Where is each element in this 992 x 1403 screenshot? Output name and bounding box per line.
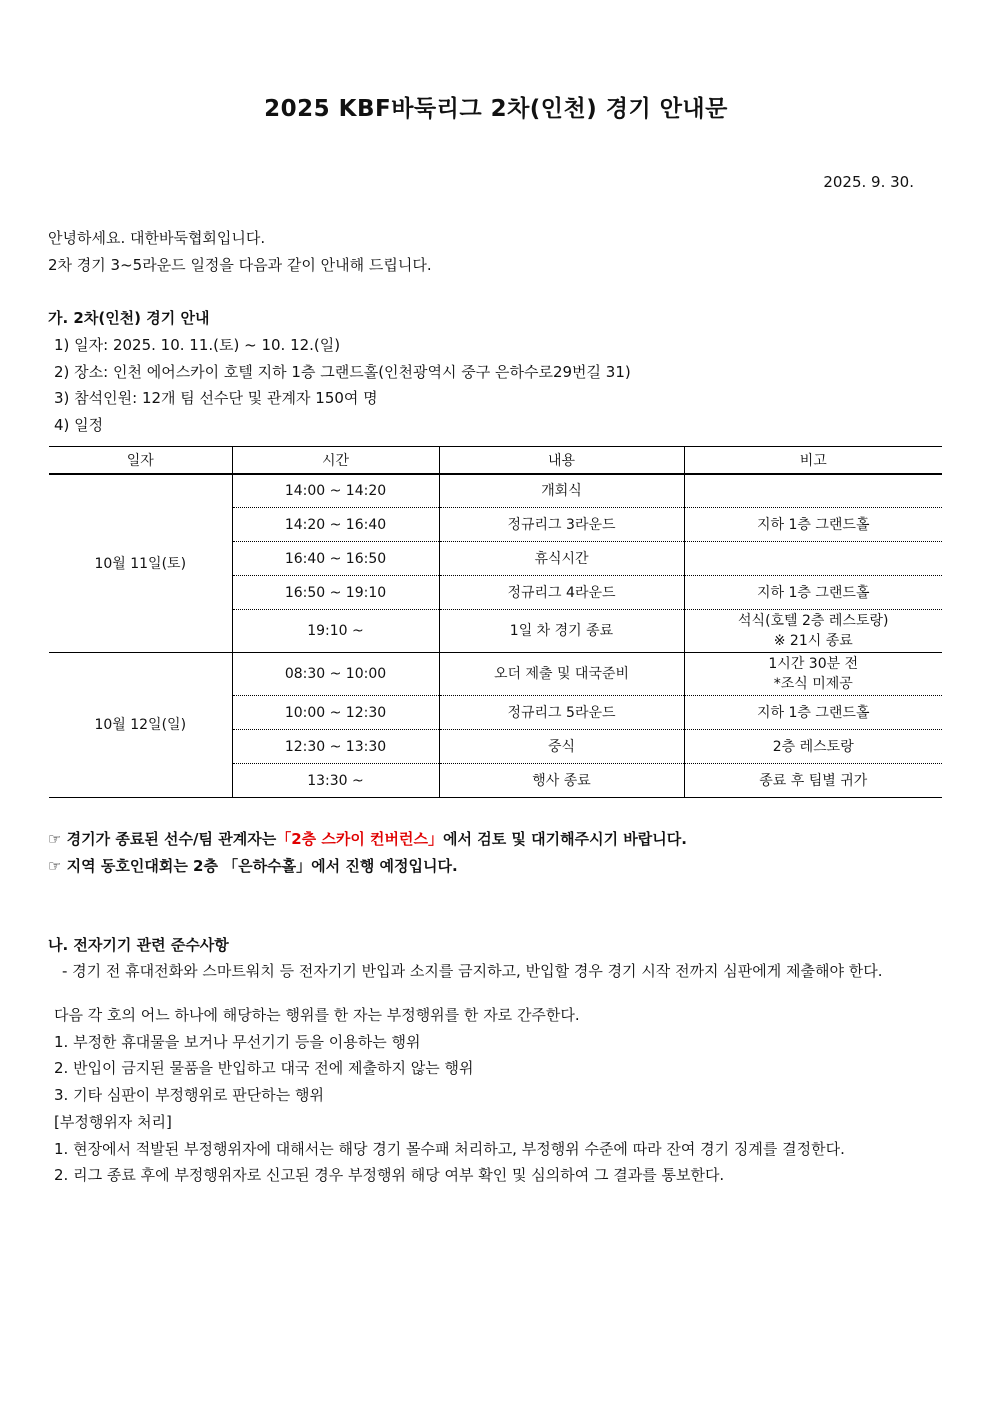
- note-cell: 2층 레스토랑: [684, 730, 942, 764]
- note-line: 1시간 30분 전: [768, 656, 859, 672]
- column-header-time: 시간: [232, 447, 439, 475]
- note-cell: [684, 653, 942, 696]
- table-header-row: [49, 447, 942, 475]
- schedule-table: [49, 446, 942, 798]
- rules-line: [부정행위자 처리]: [54, 1112, 172, 1131]
- content-cell: 오더 제출 및 대국준비: [439, 653, 684, 696]
- note-cell: [684, 542, 942, 576]
- rules-line: 2. 리그 종료 후에 부정행위자로 신고된 경우 부정행위 해당 여부 확인 및 심의하여 그 결과를 통보한다.: [54, 1166, 725, 1185]
- content-cell: 중식: [439, 730, 684, 764]
- rules-list: [54, 1002, 946, 1189]
- section-b: [48, 932, 946, 1189]
- section-a-heading: 가. 2차(인천) 경기 안내: [48, 309, 210, 327]
- note-cell: 지하 1층 그랜드홀: [684, 696, 942, 730]
- greeting-line: 안녕하세요. 대한바둑협회입니다.: [48, 229, 266, 247]
- section-a-item: 2) 장소: 인천 에어스카이 호텔 지하 1층 그랜드홀(인천광역시 중구 은하수로29번길 31): [54, 362, 631, 381]
- notice-highlight: 「2층 스카이 컨버런스」: [276, 830, 443, 848]
- time-cell: 13:30 ~: [232, 764, 439, 798]
- note-cell: [684, 610, 942, 653]
- note-cell: 지하 1층 그랜드홀: [684, 576, 942, 610]
- rules-line: 1. 현장에서 적발된 부정행위자에 대해서는 해당 경기 몰수패 처리하고, 부정행위 수준에 따라 잔여 경기 징계를 결정한다.: [54, 1139, 845, 1158]
- note-line: ※ 21시 종료: [773, 633, 853, 649]
- content-cell: 개회식: [439, 474, 684, 508]
- content-cell: 정규리그 4라운드: [439, 576, 684, 610]
- section-a-item: 4) 일정: [54, 415, 104, 434]
- content-cell: 1일 차 경기 종료: [439, 610, 684, 653]
- section-b-paragraph: - 경기 전 휴대전화와 스마트워치 등 전자기기 반입과 소지를 금지하고, 반입할 경우 경기 시작 전까지 심판에게 제출해야 한다.: [62, 962, 883, 980]
- content-cell: 행사 종료: [439, 764, 684, 798]
- time-cell: 16:40 ~ 16:50: [232, 542, 439, 576]
- document-title: 2025 KBF바둑리그 2차(인천) 경기 안내문: [264, 96, 728, 122]
- table-row: [49, 474, 942, 508]
- column-header-note: 비고: [684, 447, 942, 475]
- section-b-heading: 나. 전자기기 관련 준수사항: [48, 936, 229, 954]
- note-cell: [684, 474, 942, 508]
- day-cell: 10월 11일(토): [49, 474, 232, 653]
- time-cell: 19:10 ~: [232, 610, 439, 653]
- time-cell: 16:50 ~ 19:10: [232, 576, 439, 610]
- section-a-item: 1) 일자: 2025. 10. 11.(토) ~ 10. 12.(일): [54, 336, 341, 354]
- notice-text: ☞ 경기가 종료된 선수/팀 관계자는: [48, 830, 277, 848]
- content-cell: 휴식시간: [439, 542, 684, 576]
- rules-line: 다음 각 호의 어느 하나에 해당하는 행위를 한 자는 부정행위를 한 자로 간주한다.: [54, 1006, 580, 1024]
- time-cell: 10:00 ~ 12:30: [232, 696, 439, 730]
- section-a-item: 3) 참석인원: 12개 팀 선수단 및 관계자 150여 명: [54, 389, 378, 407]
- notice-line: [48, 826, 687, 853]
- greeting: [48, 225, 432, 279]
- time-cell: 14:20 ~ 16:40: [232, 508, 439, 542]
- rules-line: 1. 부정한 휴대물을 보거나 무선기기 등을 이용하는 행위: [54, 1032, 421, 1051]
- time-cell: 08:30 ~ 10:00: [232, 653, 439, 696]
- note-cell: 종료 후 팀별 귀가: [684, 764, 942, 798]
- rules-line: 2. 반입이 금지된 물품을 반입하고 대국 전에 제출하지 않는 행위: [54, 1059, 474, 1078]
- notice-text: 에서 검토 및 대기해주시기 바랍니다.: [443, 830, 687, 848]
- section-a: [48, 304, 631, 438]
- notice-block: [48, 826, 687, 880]
- column-header-content: 내용: [439, 447, 684, 475]
- note-cell: 지하 1층 그랜드홀: [684, 508, 942, 542]
- column-header-date: 일자: [49, 447, 232, 475]
- note-line: 석식(호텔 2층 레스토랑): [738, 613, 889, 629]
- document-date: 2025. 9. 30.: [823, 173, 914, 191]
- time-cell: 14:00 ~ 14:20: [232, 474, 439, 508]
- day-cell: 10월 12일(일): [49, 653, 232, 798]
- content-cell: 정규리그 3라운드: [439, 508, 684, 542]
- table-row: [49, 653, 942, 696]
- content-cell: 정규리그 5라운드: [439, 696, 684, 730]
- notice-line: ☞ 지역 동호인대회는 2층 「은하수홀」에서 진행 예정입니다.: [48, 857, 458, 875]
- time-cell: 12:30 ~ 13:30: [232, 730, 439, 764]
- note-line: *조식 미제공: [773, 676, 853, 692]
- rules-line: 3. 기타 심판이 부정행위로 판단하는 행위: [54, 1086, 324, 1105]
- greeting-line: 2차 경기 3~5라운드 일정을 다음과 같이 안내해 드립니다.: [48, 256, 432, 274]
